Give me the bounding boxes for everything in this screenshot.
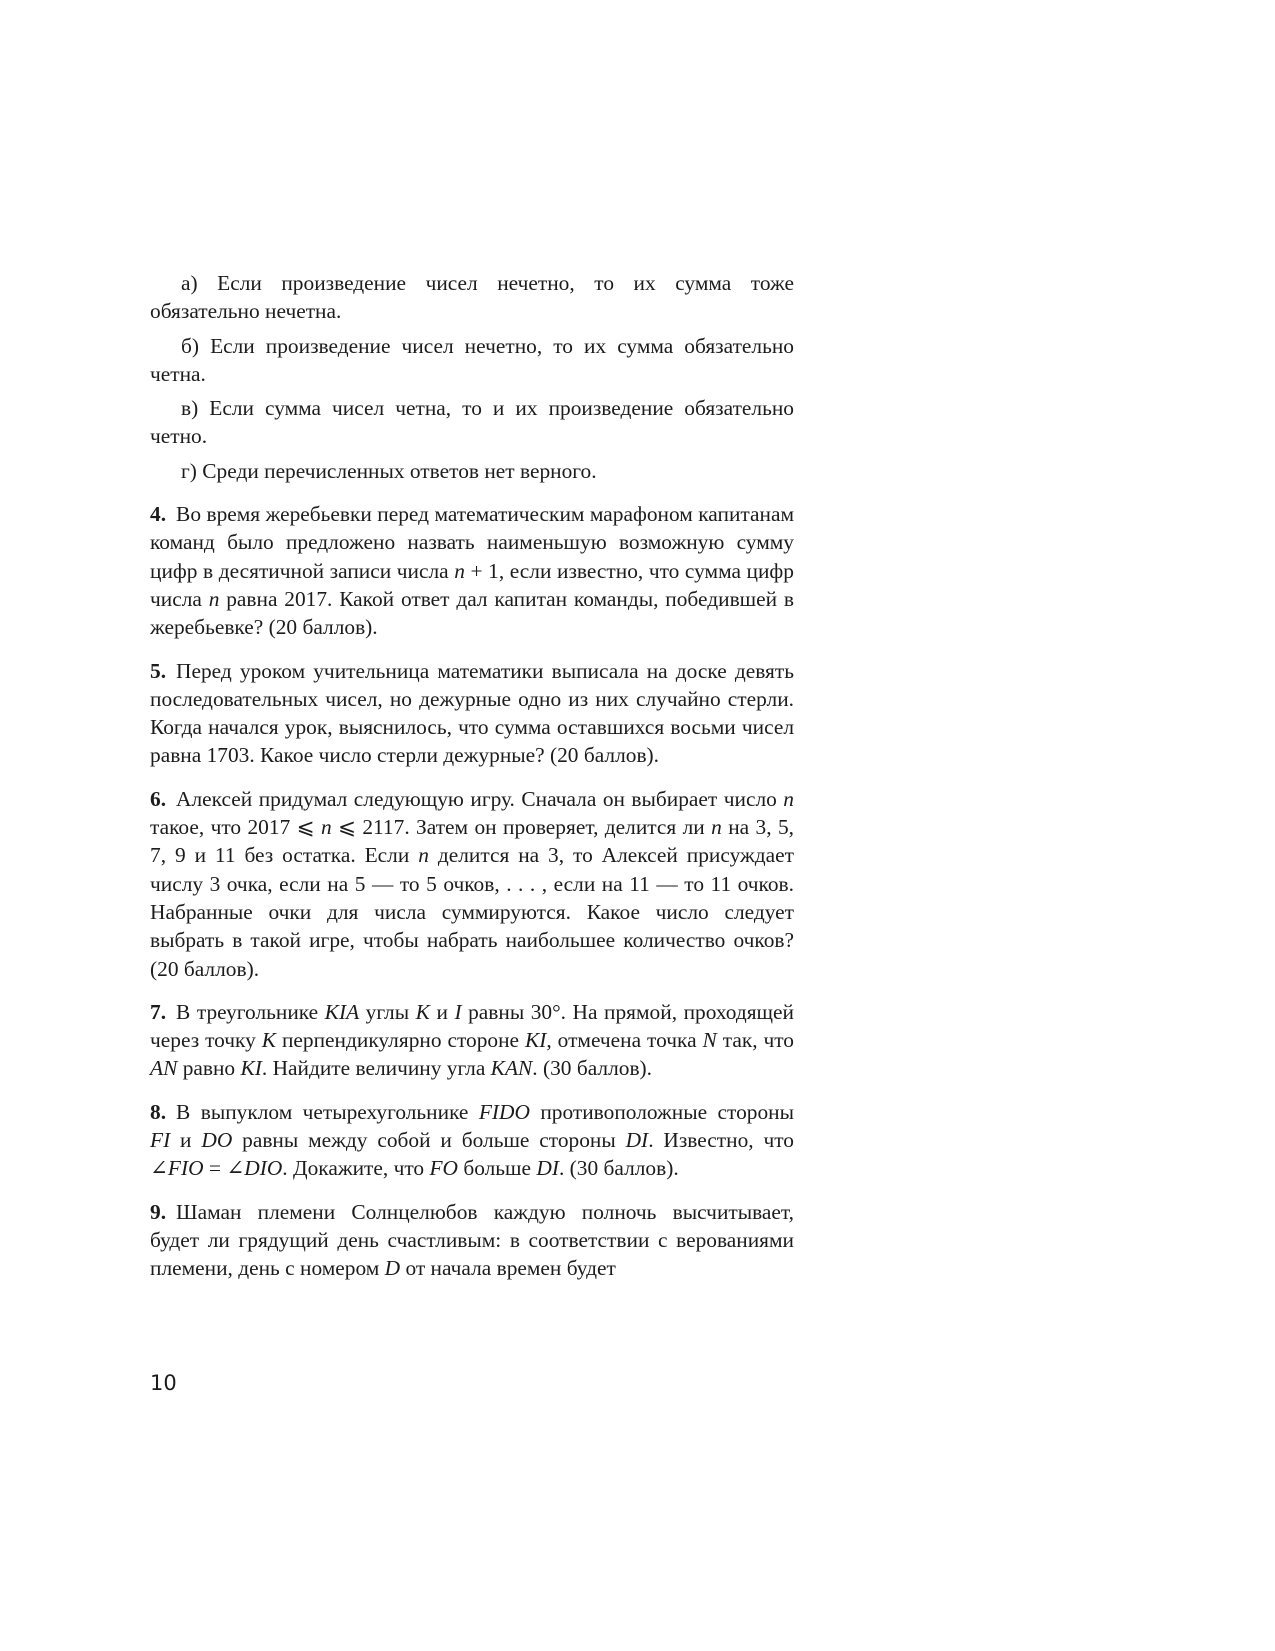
problem-7: 7. В треугольнике KIA углы K и I равны 30°. На прямой, проходящей через точку K перпендикулярно стороне KI, отмечена точка N так, что AN равно KI. Найдите величину угла KAN. (30 баллов). xyxy=(150,999,795,1081)
problem-8: 8. В выпуклом четырехугольнике FIDO противоположные стороны FI и DO равны между собой и больше стороны DI. Известно, что ∠FIO = ∠DIO. Докажите, что FO больше DI. (30 баллов). xyxy=(150,1099,795,1181)
problem-6: 6. Алексей придумал следующую игру. Сначала он выбирает число n такое, что 2017 ⩽ n ⩽ 2117. Затем он проверяет, делится ли n на 3, 5, 7, 9 и 11 без остатка. Если n делится на 3, то Алексей присуждает числу 3 очка, если на 5 — то 5 очков, . . . , если на 11 — то 11 очков. Набранные очки для числа суммируются. Какое число следует выбрать в такой игре, чтобы набрать наибольшее количество очков? (20 баллов). xyxy=(150,786,794,981)
page-body xyxy=(150,269,794,1298)
answer-option-a: а) Если произведение чисел нечетно, то их сумма тоже обязательно нечетна. xyxy=(150,271,794,324)
problem-number: 4. xyxy=(150,502,167,527)
problem-number: 7. xyxy=(150,999,167,1024)
page-number: 10 xyxy=(150,1371,177,1395)
problem-number: 6. xyxy=(150,786,167,811)
problem-5: 5. Перед уроком учительница математики выписала на доске девять последовательных чисел, но дежурные одно из них случайно стерли. Когда начался урок, выяснилось, что сумма оставшихся восьми чисел равна 1703. Какое число стерли дежурные? (20 баллов). xyxy=(150,658,794,768)
answer-option-g: г) Среди перечисленных ответов нет верного. xyxy=(181,458,597,483)
problem-9: 9. Шаман племени Солнцелюбов каждую полночь высчитывает, будет ли грядущий день счастливым: в соответствии с верованиями племени, день с номером D от начала времен будет xyxy=(150,1199,794,1281)
problem-4: 4. Во время жеребьевки перед математическим марафоном капитанам команд было предложено назвать наименьшую возможную сумму цифр в десятичной записи числа n + 1, если известно, что сумма цифр числа n равна 2017. Какой ответ дал капитан команды, победившей в жеребьевке? (20 баллов). xyxy=(150,502,794,640)
answer-option-b: б) Если произведение чисел нечетно, то их сумма обязательно четна. xyxy=(150,333,794,386)
problem-number: 5. xyxy=(150,658,167,683)
problem-number: 8. xyxy=(150,1099,167,1124)
answer-option-v: в) Если сумма чисел четна, то и их произведение обязательно четно. xyxy=(150,396,794,449)
problem-number: 9. xyxy=(150,1199,167,1224)
